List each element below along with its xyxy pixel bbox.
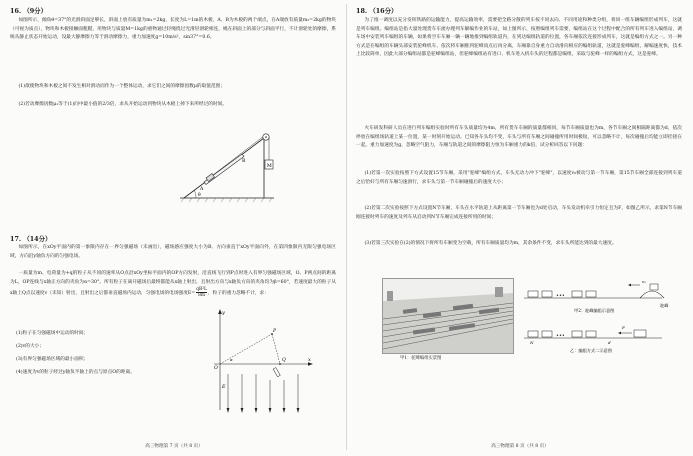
car-n-label: N	[530, 340, 534, 345]
origin-label: O	[214, 366, 218, 371]
ellipsis-top: •••	[556, 293, 565, 299]
q16-heading: 16. （9分）	[10, 7, 47, 15]
end-a-label: A	[200, 187, 204, 192]
ellipsis-bottom: •••	[556, 333, 565, 339]
gap-d-label: d	[608, 340, 611, 345]
q17-item-1: (1)粒子在匀强磁场中运动的时间；	[16, 331, 89, 336]
q17-stem-2-text: 一质量为m、电荷量为+q的粒子从不同的速率从O点沿xOy坐标平面内的OP方向发射，沿直线飞行到P点时进入有界匀强磁场区域，O、P两点间的距离为L，OP连线与x轴正方向的夹角为α=30°。所有粒子在离开磁场后最终都能从x轴上射出，且射出方向与x轴负方向的夹角均为β=60°，若速度最大的粒子从x轴上Q点以速度v（未知）射出，且射出之后都垂直磁场内运动，匀强电场的电场强度E=	[10, 271, 336, 297]
q16-part2: (2)若动摩擦因数μ₁等于(1)问中最小值的2/3倍，求从开始运动到物块从木板上掉下来所经过的时间。	[18, 102, 228, 107]
point-q-label: Q	[282, 358, 286, 363]
weight-m-label: M	[266, 163, 272, 169]
schematic-1-caption: 甲2：驼峰编组示意图	[574, 308, 615, 313]
q17-stem-2	[10, 270, 336, 299]
coupling-schematic	[522, 274, 682, 354]
q17-item-4: (4)速度为v的粒子经过y轴负半轴上的点与原点O的距离。	[16, 370, 135, 375]
q18-heading: 18. （16分）	[356, 7, 398, 15]
q18-part3: (3)若第三次实验在(2)的情况下将所有车厢变为空载，所有车厢质量均为m，其余条件不变，求车头所能达到的最大速度。	[364, 241, 617, 246]
photo-caption: 甲1：驼峰编组实景图	[400, 356, 442, 361]
field-fraction-numerator: qB²L	[196, 287, 207, 293]
x-axis-label: x	[308, 357, 311, 363]
q18-part2: (2)若第二次实验按照下方式设置N节车厢，车头在水平轨道上从距离第一节车厢也为d处启动，车头发动机牵引力恒定且为F，如图乙所示，求第N节车厢刚连接时列车的速度及列车从启动到N节车厢完成连接所用的时间；	[356, 206, 682, 220]
q17-item-2: (2)v的大小；	[16, 344, 45, 349]
field-e-label: E	[222, 385, 226, 390]
q17-stem: 如图所示，在xOy平面内的第一象限内存在一界匀强磁场（未画出），磁场感应强度大小为B、方向垂直于xOy平面向外，在第四象限内无限匀强电场区域，方向沿y轴负方向的匀强电场。	[10, 245, 336, 259]
q17-field-figure	[206, 306, 316, 418]
q17-heading: 17. （14分）	[10, 235, 52, 243]
y-axis-label: y	[222, 310, 225, 316]
force-f-label: F	[622, 325, 625, 330]
left-page-footer: 高三物理第 7 页（共 8 页）	[145, 444, 203, 449]
angle-alpha-label: α	[230, 357, 233, 362]
q16-incline-figure	[176, 118, 286, 210]
q18-setup: 火车研发科研人员在进行列车编组实验时所有车头质量均为4m，所有货车车厢的质量都相同，每节车厢质量也为m，各节车厢之间相隔距离都为d，依次停放在编组场轨道上某一位置，某一时刻开始运动。已知各车头均不变，车头与所有车厢之间碰撞所用时间极短，可以忽略不计，每次碰撞后均能立即挂接在一起，重力加速度为g，忽略空气阻力，车厢与轨道之间的摩擦阻力恒为车厢重力的k倍，试分析回答以下问题：	[356, 126, 682, 149]
field-fraction-denominator: 8m	[198, 293, 206, 299]
q17-item-3: (3)有界匀强磁场区域的最小面积；	[16, 357, 89, 362]
q17-stem-2-tail: ，粒子的重力忽略不计，求：	[207, 291, 269, 297]
v0-label: v₀	[642, 279, 646, 284]
left-page	[6, 0, 342, 456]
q16-part1: (1)欲使物块和木板之间不发生相对滑动而作为一个整体运动，求它们之间的摩擦因数μ的取值范围；	[18, 84, 226, 89]
hump-label: 驼峰	[660, 303, 669, 308]
page-divider	[346, 4, 347, 450]
hump-yard-photo	[382, 278, 514, 354]
right-page-footer: 高三物理第 8 页（共 8 页）	[491, 444, 549, 449]
right-page	[352, 0, 688, 456]
electric-field-lines	[228, 374, 298, 410]
q18-part1: (1)若第一次实验按照下方式设置15节车厢，采用"驼峰"编组方式，车头无动力冲下"驼峰"，以速度v₀被动与第一节车厢，第15节车厢全部连接到列车道之后恰好与所有车厢匀速滑行，求车头与第一节车厢碰撞后的速度大小；	[356, 171, 682, 185]
q18-intro: 为了推一调度以充分发挥铁路的运输能力，提高运输效率，需要把全路分散的列车按不同去向、不同用途和种类分组，将同一组车辆编组形成列车，这就是列车编组。编组站是指大量处理货车车流办理列车解编作业的车站，如上图所示，按照编组列车需要，编组站在这个过程中配合的所有列车进入编组站，调车场中安装列车编组的车辆，如果将空车车厢一辆一辆地推到编组轨道内，在到达编组轨道的位置，各车厢依次连接形成列车，这就是编组方式之一。另一种方式是在编组的车辆头部安装驼峰机车，依次将车厢推到驼峰顶点后再分离，车厢靠自身重力自动滑向相应的编组轨道，这就是驼峰编组，解编速度快，技术上比较简单，因此大部分编组站都是驼峰编组站，但驼峰编组站有进口、机车进入机车头的过程都是编组，采取与驼峰一样的编组方式，这是驼峰。	[356, 18, 682, 58]
schematic-2-caption: 乙：编组方式二示意图	[570, 348, 612, 353]
end-b-label: B	[242, 159, 246, 164]
q16-stem: 如图所示，倾角θ=37°的光滑斜面足够长，斜面上放有质量为m₁=2kg、长度为L=1m的木板，A、B为木板的两个端点，在A端放有质量m₂=2kg的物块（可视为质点），物块和木板接触面粗糙，用物块与质量M=1kg的重物通过轻绳绕过光滑轻滑轮相连，绳在斜面上的部分与斜面平行，不计滑轮处的摩擦，系统从静止状态开始运动，设最大静摩擦力等于滑动摩擦力，重力加速度g=10m/s²，sin37°=0.6。	[10, 18, 336, 41]
point-p-label: P	[273, 329, 277, 334]
angle-theta-label: θ	[198, 193, 201, 198]
